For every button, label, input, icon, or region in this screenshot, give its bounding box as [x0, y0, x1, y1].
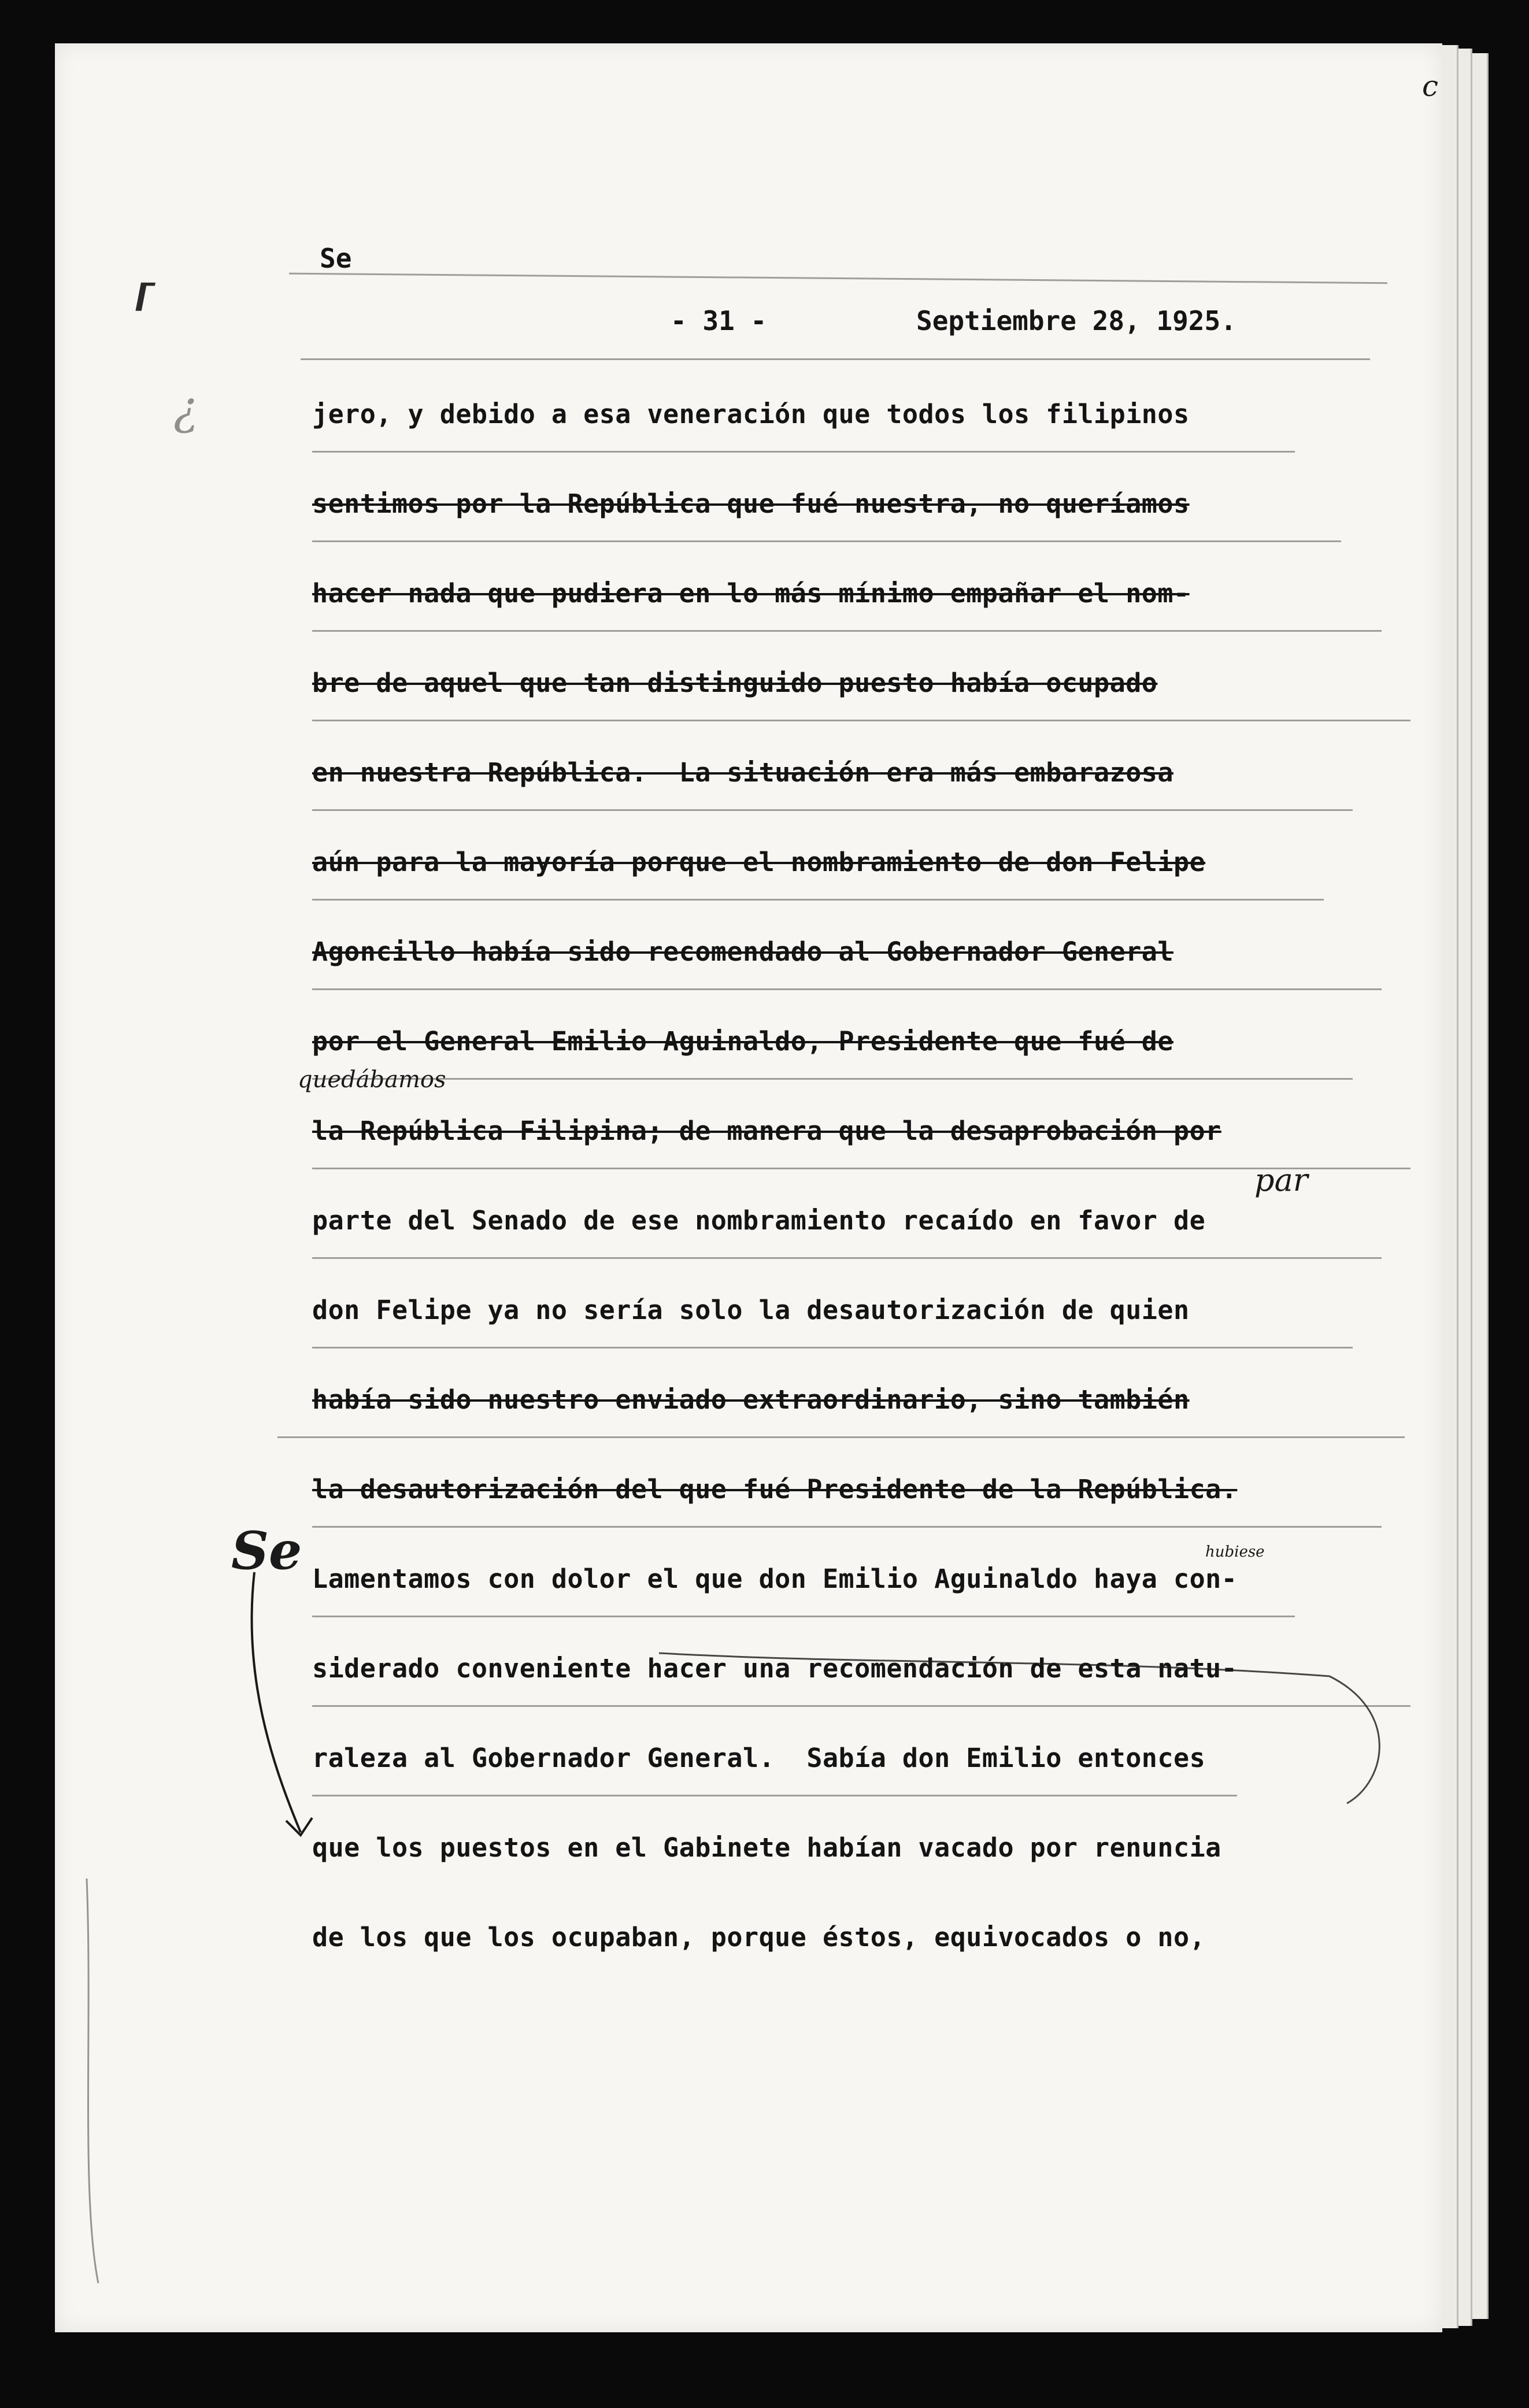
body-line-3: hacer nada que pudiera en lo más mínimo empañar el nom-: [312, 578, 1190, 609]
margin-bracket-mark: ⸢: [130, 272, 155, 346]
body-line-10: parte del Senado de ese nombramiento recaído en favor de: [312, 1205, 1206, 1236]
body-line-9: la República Filipina; de manera que la desaprobación por: [312, 1116, 1221, 1146]
body-line-15: siderado conveniente hacer una recomendación de esta natu-: [312, 1653, 1238, 1684]
annotation-se: Se: [231, 1520, 302, 1581]
body-line-6: aún para la mayoría porque el nombramiento de don Felipe: [312, 847, 1206, 877]
body-line-2: sentimos por la República que fué nuestra, no queríamos: [312, 488, 1190, 519]
margin-scribble: ¿: [173, 381, 198, 435]
corner-mark: c: [1422, 69, 1439, 103]
header-note: Se: [320, 243, 352, 274]
body-line-16: raleza al Gobernador General. Sabía don Emilio entonces: [312, 1743, 1206, 1773]
body-line-18: de los que los ocupaban, porque éstos, equivocados o no,: [312, 1922, 1206, 1953]
body-line-11: don Felipe ya no sería solo la desautorización de quien: [312, 1295, 1190, 1325]
body-line-7: Agoncillo había sido recomendado al Gobernador General: [312, 936, 1173, 967]
body-line-8: por el General Emilio Aguinaldo, Presidente que fué de: [312, 1026, 1173, 1057]
annotation-quedabamos: quedábamos: [298, 1066, 446, 1093]
annotation-hubiese: hubiese: [1205, 1543, 1265, 1561]
body-line-5: en nuestra República. La situación era más embarazosa: [312, 757, 1173, 788]
body-line-4: bre de aquel que tan distinguido puesto había ocupado: [312, 668, 1158, 698]
body-line-17: que los puestos en el Gabinete habían vacado por renuncia: [312, 1832, 1221, 1863]
body-line-1: jero, y debido a esa veneración que todos los filipinos: [312, 399, 1190, 429]
annotation-par: par: [1254, 1162, 1308, 1198]
body-line-14: Lamentamos con dolor el que don Emilio Aguinaldo haya con-: [312, 1564, 1238, 1594]
body-line-12: había sido nuestro enviado extraordinario, sino también: [312, 1384, 1190, 1415]
document-date: Septiembre 28, 1925.: [916, 305, 1236, 336]
page-number: - 31 -: [671, 305, 767, 336]
body-line-13: la desautorización del que fué Presidente de la República.: [312, 1474, 1238, 1505]
